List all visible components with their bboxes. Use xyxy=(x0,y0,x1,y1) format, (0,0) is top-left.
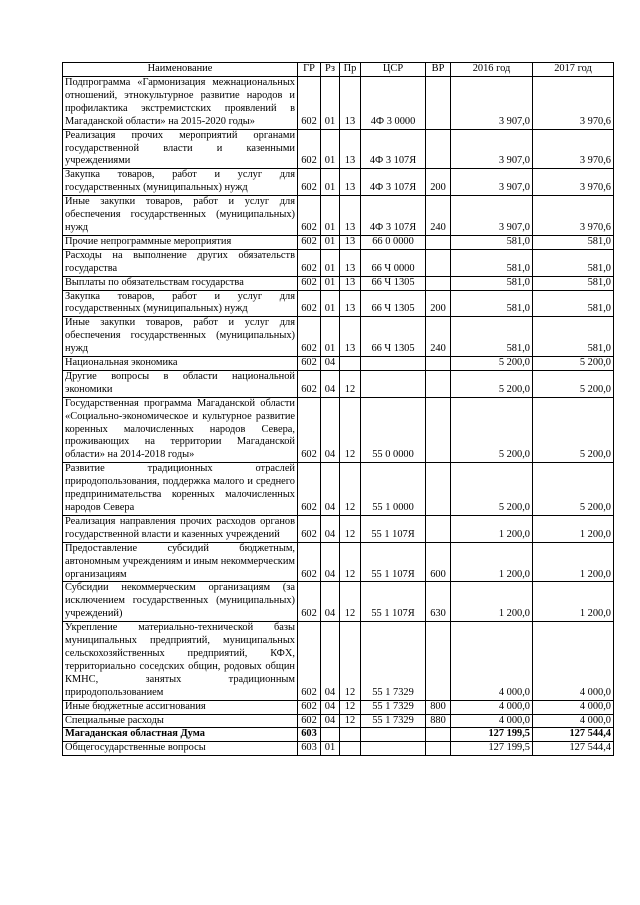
row-name: Предоставление субсидий бюджетным, автономным учреждениям и иным некоммерческим организациям xyxy=(63,542,298,582)
row-rz: 04 xyxy=(321,397,340,463)
row-amount-2017: 3 970,6 xyxy=(533,196,614,236)
row-amount-2017: 3 970,6 xyxy=(533,77,614,130)
row-rz: 01 xyxy=(321,742,340,756)
row-amount-2016: 581,0 xyxy=(451,290,533,317)
row-gr: 602 xyxy=(298,196,321,236)
row-pr xyxy=(340,742,361,756)
row-name: Развитие традиционных отраслей природопользования, поддержка малого и среднего предпринимательства коренных малочисленных народов Севера xyxy=(63,463,298,516)
row-vr: 200 xyxy=(426,169,451,196)
row-amount-2017: 5 200,0 xyxy=(533,397,614,463)
table-row xyxy=(63,714,614,728)
row-gr: 602 xyxy=(298,169,321,196)
budget-table xyxy=(62,62,614,756)
row-csr: 4Ф 3 107Я xyxy=(361,196,426,236)
row-amount-2016: 5 200,0 xyxy=(451,397,533,463)
row-csr xyxy=(361,728,426,742)
row-csr: 4Ф 3 107Я xyxy=(361,169,426,196)
row-pr: 13 xyxy=(340,196,361,236)
row-gr: 602 xyxy=(298,582,321,622)
row-vr: 200 xyxy=(426,290,451,317)
row-gr: 602 xyxy=(298,235,321,249)
row-name: Иные бюджетные ассигнования xyxy=(63,700,298,714)
header-2016: 2016 год xyxy=(451,63,533,77)
table-row xyxy=(63,582,614,622)
row-rz: 01 xyxy=(321,129,340,169)
row-amount-2017: 3 970,6 xyxy=(533,129,614,169)
row-rz: 04 xyxy=(321,515,340,542)
row-vr xyxy=(426,515,451,542)
row-csr: 4Ф 3 0000 xyxy=(361,77,426,130)
header-csr: ЦСР xyxy=(361,63,426,77)
row-amount-2017: 1 200,0 xyxy=(533,542,614,582)
table-row xyxy=(63,276,614,290)
row-vr: 240 xyxy=(426,196,451,236)
row-amount-2016: 127 199,5 xyxy=(451,742,533,756)
row-amount-2017: 581,0 xyxy=(533,249,614,276)
row-pr: 12 xyxy=(340,714,361,728)
row-rz: 04 xyxy=(321,463,340,516)
row-csr: 55 1 107Я xyxy=(361,582,426,622)
row-pr xyxy=(340,728,361,742)
row-csr: 55 1 0000 xyxy=(361,463,426,516)
row-csr: 4Ф 3 107Я xyxy=(361,129,426,169)
row-csr: 66 Ч 0000 xyxy=(361,249,426,276)
row-name: Выплаты по обязательствам государства xyxy=(63,276,298,290)
row-csr: 66 0 0000 xyxy=(361,235,426,249)
table-row xyxy=(63,742,614,756)
row-pr xyxy=(340,357,361,371)
row-amount-2016: 581,0 xyxy=(451,235,533,249)
row-name: Субсидии некоммерческим организациям (за исключением государственных (муниципальных) учреждений) xyxy=(63,582,298,622)
row-vr xyxy=(426,249,451,276)
row-amount-2017: 1 200,0 xyxy=(533,515,614,542)
row-amount-2017: 4 000,0 xyxy=(533,622,614,700)
row-pr: 13 xyxy=(340,317,361,357)
header-vr: ВР xyxy=(426,63,451,77)
row-pr: 13 xyxy=(340,235,361,249)
row-name: Закупка товаров, работ и услуг для государственных (муниципальных) нужд xyxy=(63,169,298,196)
row-amount-2016: 581,0 xyxy=(451,317,533,357)
table-row xyxy=(63,169,614,196)
row-vr xyxy=(426,742,451,756)
row-amount-2016: 5 200,0 xyxy=(451,370,533,397)
table-row xyxy=(63,370,614,397)
row-csr xyxy=(361,370,426,397)
row-amount-2017: 581,0 xyxy=(533,290,614,317)
row-vr xyxy=(426,463,451,516)
row-amount-2016: 3 907,0 xyxy=(451,129,533,169)
row-gr: 602 xyxy=(298,129,321,169)
row-csr: 66 Ч 1305 xyxy=(361,317,426,357)
row-amount-2017: 127 544,4 xyxy=(533,728,614,742)
row-vr: 240 xyxy=(426,317,451,357)
row-rz: 01 xyxy=(321,290,340,317)
row-amount-2016: 4 000,0 xyxy=(451,700,533,714)
row-name: Реализация направления прочих расходов органов государственной власти и казенных учреждений xyxy=(63,515,298,542)
row-amount-2017: 581,0 xyxy=(533,235,614,249)
row-rz: 01 xyxy=(321,317,340,357)
row-pr: 12 xyxy=(340,370,361,397)
row-csr: 55 0 0000 xyxy=(361,397,426,463)
table-row xyxy=(63,542,614,582)
table-body xyxy=(63,77,614,756)
row-csr: 66 Ч 1305 xyxy=(361,276,426,290)
row-amount-2017: 4 000,0 xyxy=(533,714,614,728)
row-name: Прочие непрограммные мероприятия xyxy=(63,235,298,249)
row-gr: 602 xyxy=(298,290,321,317)
row-gr: 602 xyxy=(298,463,321,516)
row-vr xyxy=(426,235,451,249)
row-gr: 603 xyxy=(298,728,321,742)
row-vr xyxy=(426,397,451,463)
row-csr: 55 1 7329 xyxy=(361,714,426,728)
row-pr: 13 xyxy=(340,290,361,317)
row-name: Общегосударственные вопросы xyxy=(63,742,298,756)
table-row xyxy=(63,290,614,317)
row-gr: 602 xyxy=(298,370,321,397)
row-amount-2016: 581,0 xyxy=(451,249,533,276)
row-rz: 04 xyxy=(321,357,340,371)
row-amount-2017: 5 200,0 xyxy=(533,370,614,397)
row-name: Государственная программа Магаданской области «Социально-экономическое и культурное развитие коренных малочисленных народов Севера, проживающих на территории Магаданской области» на 2014-2018 годы» xyxy=(63,397,298,463)
row-rz: 04 xyxy=(321,542,340,582)
row-amount-2016: 4 000,0 xyxy=(451,622,533,700)
row-csr: 66 Ч 1305 xyxy=(361,290,426,317)
row-vr xyxy=(426,370,451,397)
header-gr: ГР xyxy=(298,63,321,77)
table-row xyxy=(63,515,614,542)
row-gr: 602 xyxy=(298,714,321,728)
row-vr xyxy=(426,77,451,130)
row-rz xyxy=(321,728,340,742)
table-row xyxy=(63,249,614,276)
row-gr: 602 xyxy=(298,622,321,700)
table-header-row xyxy=(63,63,614,77)
table-row xyxy=(63,622,614,700)
row-gr: 602 xyxy=(298,397,321,463)
row-amount-2016: 3 907,0 xyxy=(451,169,533,196)
table-row xyxy=(63,196,614,236)
row-vr xyxy=(426,622,451,700)
row-name: Расходы на выполнение других обязательств государства xyxy=(63,249,298,276)
row-amount-2016: 127 199,5 xyxy=(451,728,533,742)
row-name: Магаданская областная Дума xyxy=(63,728,298,742)
row-name: Национальная экономика xyxy=(63,357,298,371)
row-gr: 602 xyxy=(298,77,321,130)
row-amount-2017: 581,0 xyxy=(533,317,614,357)
row-amount-2016: 5 200,0 xyxy=(451,357,533,371)
row-pr: 13 xyxy=(340,129,361,169)
row-rz: 04 xyxy=(321,622,340,700)
row-amount-2016: 3 907,0 xyxy=(451,77,533,130)
header-name: Наименование xyxy=(63,63,298,77)
row-gr: 602 xyxy=(298,542,321,582)
row-amount-2017: 1 200,0 xyxy=(533,582,614,622)
table-row xyxy=(63,317,614,357)
row-amount-2017: 5 200,0 xyxy=(533,463,614,516)
row-csr: 55 1 7329 xyxy=(361,700,426,714)
row-name: Специальные расходы xyxy=(63,714,298,728)
row-gr: 602 xyxy=(298,357,321,371)
row-rz: 04 xyxy=(321,714,340,728)
row-csr: 55 1 107Я xyxy=(361,542,426,582)
row-amount-2016: 1 200,0 xyxy=(451,515,533,542)
row-vr xyxy=(426,728,451,742)
row-pr: 12 xyxy=(340,542,361,582)
table-row xyxy=(63,357,614,371)
table-row xyxy=(63,129,614,169)
row-gr: 602 xyxy=(298,249,321,276)
row-vr: 600 xyxy=(426,542,451,582)
table-row xyxy=(63,235,614,249)
row-gr: 602 xyxy=(298,700,321,714)
row-gr: 603 xyxy=(298,742,321,756)
row-vr: 800 xyxy=(426,700,451,714)
row-name: Закупка товаров, работ и услуг для государственных (муниципальных) нужд xyxy=(63,290,298,317)
row-gr: 602 xyxy=(298,317,321,357)
row-name: Иные закупки товаров, работ и услуг для обеспечения государственных (муниципальных) нужд xyxy=(63,317,298,357)
row-name: Укрепление материально-технической базы муниципальных предприятий, муниципальных сельскохозяйственных предприятий, КФХ, территориально соседских общин, родовых общин КМНС, занятых традиционным природопользованием xyxy=(63,622,298,700)
row-pr: 13 xyxy=(340,276,361,290)
header-pr: Пр xyxy=(340,63,361,77)
row-rz: 04 xyxy=(321,370,340,397)
table-row xyxy=(63,463,614,516)
row-pr: 12 xyxy=(340,515,361,542)
row-vr xyxy=(426,357,451,371)
row-pr: 12 xyxy=(340,463,361,516)
row-rz: 04 xyxy=(321,700,340,714)
row-rz: 04 xyxy=(321,582,340,622)
row-vr xyxy=(426,129,451,169)
row-amount-2017: 4 000,0 xyxy=(533,700,614,714)
row-amount-2016: 5 200,0 xyxy=(451,463,533,516)
table-row xyxy=(63,397,614,463)
row-rz: 01 xyxy=(321,276,340,290)
row-gr: 602 xyxy=(298,276,321,290)
row-amount-2016: 3 907,0 xyxy=(451,196,533,236)
row-pr: 13 xyxy=(340,249,361,276)
row-name: Другие вопросы в области национальной экономики xyxy=(63,370,298,397)
header-rz: Рз xyxy=(321,63,340,77)
row-pr: 12 xyxy=(340,622,361,700)
row-rz: 01 xyxy=(321,169,340,196)
row-csr: 55 1 107Я xyxy=(361,515,426,542)
row-rz: 01 xyxy=(321,77,340,130)
row-amount-2016: 1 200,0 xyxy=(451,582,533,622)
row-csr xyxy=(361,357,426,371)
row-csr xyxy=(361,742,426,756)
row-amount-2017: 581,0 xyxy=(533,276,614,290)
row-amount-2016: 1 200,0 xyxy=(451,542,533,582)
row-rz: 01 xyxy=(321,249,340,276)
row-gr: 602 xyxy=(298,515,321,542)
row-name: Подпрограмма «Гармонизация межнациональных отношений, этнокультурное развитие народов и профилактика экстремистских проявлений в Магаданской области» на 2015-2020 годы» xyxy=(63,77,298,130)
row-amount-2017: 127 544,4 xyxy=(533,742,614,756)
row-pr: 13 xyxy=(340,169,361,196)
table-row xyxy=(63,700,614,714)
row-pr: 13 xyxy=(340,77,361,130)
row-amount-2017: 5 200,0 xyxy=(533,357,614,371)
row-vr: 880 xyxy=(426,714,451,728)
row-vr: 630 xyxy=(426,582,451,622)
row-amount-2016: 4 000,0 xyxy=(451,714,533,728)
table-row xyxy=(63,77,614,130)
row-vr xyxy=(426,276,451,290)
row-pr: 12 xyxy=(340,700,361,714)
row-pr: 12 xyxy=(340,582,361,622)
row-rz: 01 xyxy=(321,235,340,249)
header-2017: 2017 год xyxy=(533,63,614,77)
row-rz: 01 xyxy=(321,196,340,236)
row-csr: 55 1 7329 xyxy=(361,622,426,700)
row-amount-2017: 3 970,6 xyxy=(533,169,614,196)
row-name: Реализация прочих мероприятий органами государственной власти и казенными учреждениями xyxy=(63,129,298,169)
row-name: Иные закупки товаров, работ и услуг для обеспечения государственных (муниципальных) нужд xyxy=(63,196,298,236)
row-pr: 12 xyxy=(340,397,361,463)
table-row xyxy=(63,728,614,742)
row-amount-2016: 581,0 xyxy=(451,276,533,290)
